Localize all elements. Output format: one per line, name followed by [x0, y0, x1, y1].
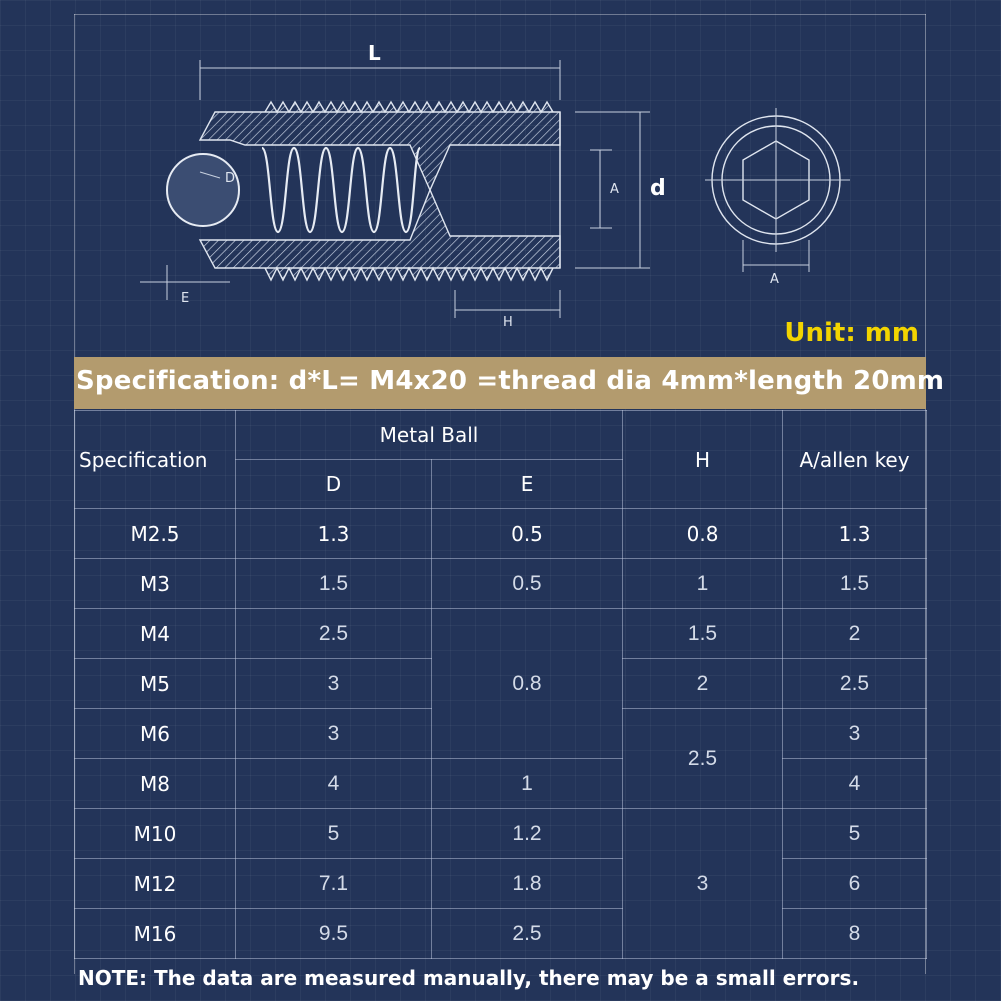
dim-label-E: E [181, 291, 190, 306]
cell-size: M5 [75, 659, 236, 709]
cell-E: 2.5 [432, 909, 623, 959]
specification-line: Specification: d*L= M4x20 =thread dia 4mm*length 20mm [76, 366, 945, 396]
header-metal-ball: Metal Ball [236, 411, 623, 460]
cell-A: 2.5 [783, 659, 927, 709]
cell-D: 3 [236, 659, 432, 709]
header-specification: Specification [75, 411, 236, 509]
cell-D: 7.1 [236, 859, 432, 909]
cell-A: 8 [783, 909, 927, 959]
ball-plunger-drawing [0, 0, 1001, 355]
cell-size: M6 [75, 709, 236, 759]
table-row [75, 859, 927, 909]
cell-E: 0.5 [432, 509, 623, 559]
cell-D: 1.3 [236, 509, 432, 559]
dim-label-A-side: A [610, 182, 619, 197]
cell-size: M2.5 [75, 509, 236, 559]
cell-A: 3 [783, 709, 927, 759]
cell-size: M8 [75, 759, 236, 809]
table-row [75, 509, 927, 559]
cell-size: M10 [75, 809, 236, 859]
cell-A: 2 [783, 609, 927, 659]
note-text: NOTE: The data are measured manually, there may be a small errors. [78, 966, 860, 990]
dim-label-H: H [503, 315, 513, 330]
cell-size: M16 [75, 909, 236, 959]
table-row [75, 809, 927, 859]
cell-D: 1.5 [236, 559, 432, 609]
dim-label-D: D [225, 171, 236, 186]
cell-H: 1 [623, 559, 783, 609]
cell-H: 0.8 [623, 509, 783, 559]
cell-D: 5 [236, 809, 432, 859]
cell-D: 4 [236, 759, 432, 809]
header-allen-key: A/allen key [783, 411, 927, 509]
cell-A: 1.5 [783, 559, 927, 609]
cell-D: 9.5 [236, 909, 432, 959]
cell-E: 0.5 [432, 559, 623, 609]
cell-E-merged: 0.8 [432, 609, 623, 759]
header-row-1 [75, 411, 927, 460]
cell-D: 3 [236, 709, 432, 759]
side-view [167, 102, 560, 280]
cell-size: M3 [75, 559, 236, 609]
cell-H-merged: 2.5 [623, 709, 783, 809]
dim-label-A-end: A [770, 272, 779, 287]
header-H: H [623, 411, 783, 509]
cell-A: 5 [783, 809, 927, 859]
cell-H-merged: 3 [623, 809, 783, 959]
table-row [75, 559, 927, 609]
dim-label-d: d [650, 176, 666, 201]
cell-size: M4 [75, 609, 236, 659]
header-D: D [236, 460, 432, 509]
cell-H: 2 [623, 659, 783, 709]
cell-D: 2.5 [236, 609, 432, 659]
cell-E: 1.2 [432, 809, 623, 859]
header-E: E [432, 460, 623, 509]
table-row [75, 909, 927, 959]
table-row [75, 759, 927, 809]
cell-size: M12 [75, 859, 236, 909]
cell-E: 1 [432, 759, 623, 809]
dim-label-L: L [368, 41, 381, 65]
unit-label: Unit: mm [784, 318, 919, 348]
end-view [705, 108, 850, 272]
cell-H: 1.5 [623, 609, 783, 659]
spec-table [74, 410, 927, 959]
table-row [75, 609, 927, 659]
cell-A: 6 [783, 859, 927, 909]
cell-A: 4 [783, 759, 927, 809]
cell-A: 1.3 [783, 509, 927, 559]
cell-E: 1.8 [432, 859, 623, 909]
